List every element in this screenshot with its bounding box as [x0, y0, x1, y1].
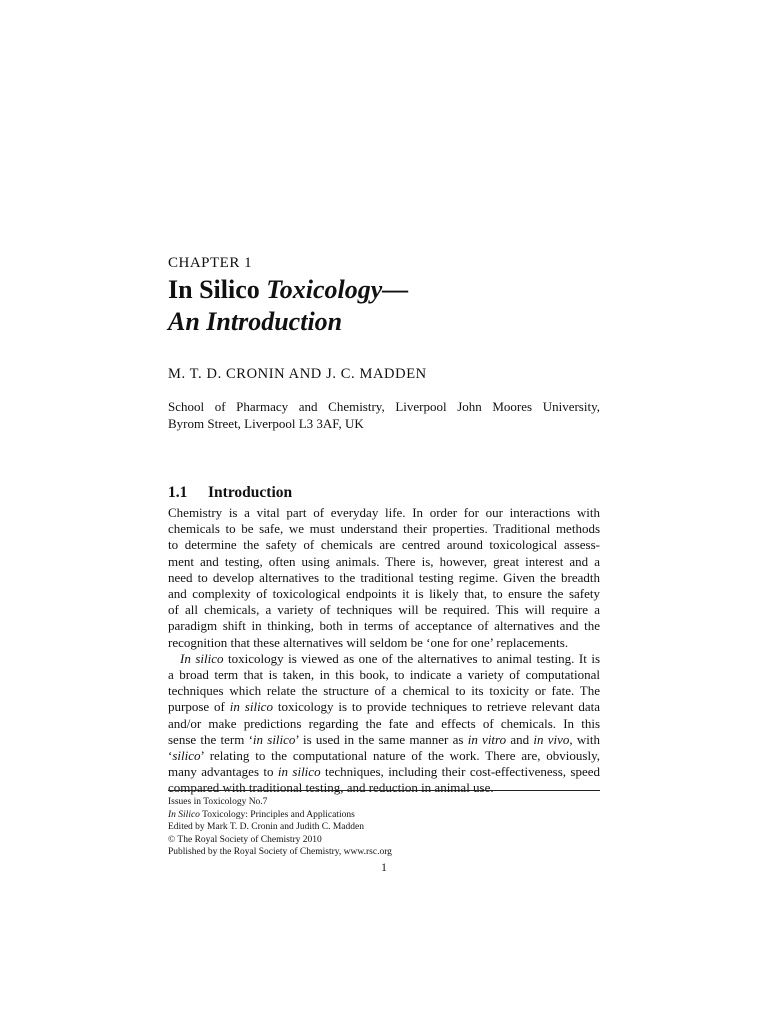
text-line [168, 699, 600, 715]
italic-term: in silico [252, 731, 296, 747]
affiliation-line: School of Pharmacy and Chemistry, Liverpool John Moores University, [168, 399, 600, 414]
section-heading [168, 484, 292, 502]
text-line: to determine the safety of chemicals are centred around toxicological assess- [168, 537, 600, 553]
chapter-title [168, 274, 600, 338]
text-segment: ’ is used in the same manner as [295, 731, 468, 747]
text-segment: toxicology is viewed as one of the alternatives to animal testing. It is [223, 650, 600, 666]
paragraph-2 [168, 651, 600, 797]
footnote-series: Issues in Toxicology No.7 [168, 797, 268, 807]
chapter-title-plain: In Silico [168, 275, 267, 304]
italic-term: in silico [229, 699, 273, 715]
chapter-title-italic-1: Toxicology— [266, 275, 409, 304]
italic-term: in vitro [467, 731, 507, 747]
footnote-divider [168, 790, 600, 791]
text-line: compared with traditional testing, and reduction in animal use. [168, 780, 494, 796]
text-segment: and [506, 731, 534, 747]
text-line: paradigm shift in thinking, both in terms of acceptance of alternatives and the [168, 618, 600, 634]
text-segment: sense the term ‘ [168, 731, 253, 747]
text-line: techniques which relate the structure of a chemical to its toxicity or fate. The [168, 683, 600, 699]
affiliation [168, 398, 600, 432]
text-segment: purpose of [168, 699, 230, 715]
chapter-title-italic-2: An Introduction [168, 307, 343, 336]
footnote [168, 796, 600, 859]
chapter-label: CHAPTER 1 [168, 255, 253, 271]
page-number: 1 [381, 862, 387, 874]
text-line: a broad term that is taken, in this book, to indicate a variety of computational [168, 667, 600, 683]
section-number: 1.1 [168, 484, 188, 501]
text-line [168, 651, 600, 667]
text-line [168, 764, 600, 780]
footnote-book [168, 809, 600, 822]
text-segment: techniques, including their cost-effectiveness, speed [320, 764, 601, 780]
text-line [168, 732, 600, 748]
text-segment: toxicology is to provide techniques to retrieve relevant data [272, 699, 600, 715]
text-line: need to develop alternatives to the traditional testing regime. Given the breadth [168, 569, 600, 585]
body-text [168, 505, 600, 797]
italic-term: silico [172, 748, 201, 764]
italic-term: in vivo [533, 731, 570, 747]
italic-term: in silico [277, 764, 321, 780]
italic-term: In silico [180, 650, 224, 666]
affiliation-line: Byrom Street, Liverpool L3 3AF, UK [168, 416, 364, 431]
text-line: recognition that these alternatives will seldom be ‘one for one’ replacements. [168, 634, 569, 650]
section-title: Introduction [208, 484, 293, 501]
text-segment: ‘ [168, 748, 173, 764]
authors: M. T. D. CRONIN AND J. C. MADDEN [168, 366, 427, 382]
text-segment: , with [569, 731, 600, 747]
text-segment: many advantages to [168, 764, 278, 780]
text-line: and/or make predictions regarding the fate and effects of chemicals. In this [168, 715, 600, 731]
footnote-editors: Edited by Mark T. D. Cronin and Judith C. Madden [168, 822, 364, 832]
text-line: chemicals to be safe, we must understand their properties. Traditional methods [168, 521, 600, 537]
text-line: and complexity of toxicological endpoints it is likely that, to ensure the safety [168, 586, 600, 602]
footnote-copyright: © The Royal Society of Chemistry 2010 [168, 834, 322, 845]
text-line: ment and testing, often using animals. There is, however, great interest and a [168, 553, 600, 569]
text-segment: ’ relating to the computational nature of the work. There are, obviously, [200, 748, 600, 764]
footnote-publisher: Published by the Royal Society of Chemistry, www.rsc.org [168, 847, 392, 857]
text-line: of all chemicals, a variety of techniques will be required. This will require a [168, 602, 600, 618]
paragraph-1 [168, 505, 600, 651]
italic-term: In Silico [168, 809, 200, 820]
text-segment: Toxicology: Principles and Applications [199, 809, 355, 820]
text-line [168, 748, 600, 764]
text-line: Chemistry is a vital part of everyday life. In order for our interactions with [168, 505, 600, 520]
